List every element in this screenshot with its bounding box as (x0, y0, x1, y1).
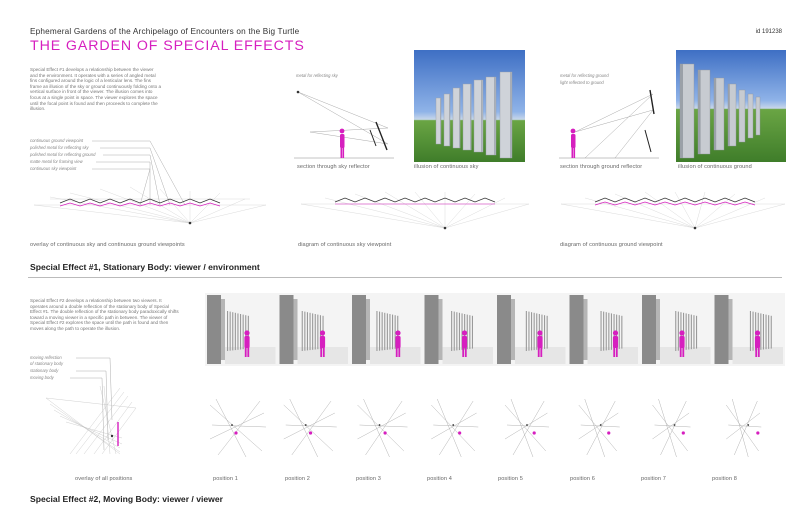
caption-diagram-sky: diagram of continuous sky viewpoint (298, 242, 392, 248)
caption-section-sky: section through sky reflector (297, 164, 370, 170)
label-continuous-sky-viewpoint: continuous sky viewpoint (30, 166, 77, 171)
section1-heading-bold: Special Effect #1, Stationary Body: (30, 262, 172, 272)
caption-section-ground: section through ground reflector (560, 164, 643, 170)
position-diagram-7 (653, 399, 691, 457)
overlay-positions-diagram (40, 382, 150, 462)
render-strip-frames (205, 293, 785, 366)
label-stationary-body: stationary body (30, 368, 59, 373)
render-frame-5 (497, 295, 566, 364)
position-diagram-8 (726, 399, 761, 457)
caption-position-7: position 7 (641, 476, 666, 482)
section2-heading (30, 494, 223, 504)
label-metal-reflecting-ground: metal for reflecting ground (560, 73, 609, 78)
position-diagram-2 (284, 399, 337, 457)
moving-body-render-strip (205, 293, 785, 366)
header-subtitle: Ephemeral Gardens of the Archipelago of Encounters on the Big Turtle (30, 27, 300, 36)
label-polished-metal-sky: polished metal for reflecting sky (30, 145, 89, 150)
section1-heading-rest: viewer / environment (174, 262, 260, 272)
caption-overlay-positions: overlay of all positions (75, 476, 133, 482)
render-frame-4 (425, 295, 494, 364)
render-frame-6 (570, 295, 639, 364)
position-diagram-3 (358, 399, 408, 457)
label-metal-reflecting-sky: metal for reflecting sky (296, 73, 338, 78)
render-frame-3 (352, 295, 421, 364)
position-diagrams (200, 393, 790, 463)
position-diagram-4 (431, 399, 478, 457)
section2-heading-bold: Special Effect #2, Moving Body: (30, 494, 160, 504)
caption-position-8: position 8 (712, 476, 737, 482)
label-continuous-ground-viewpoint: continuous ground viewpoint (30, 138, 84, 143)
label-of-stationary-body: of stationary body (30, 361, 64, 366)
caption-position-6: position 6 (570, 476, 595, 482)
label-moving-reflection: moving reflection (30, 355, 62, 360)
render-frame-7 (642, 295, 711, 364)
label-moving-body: moving body (30, 375, 54, 380)
caption-position-2: position 2 (285, 476, 310, 482)
position-diagram-6 (579, 399, 620, 457)
position-diagram-5 (505, 399, 549, 457)
caption-diagram-ground: diagram of continuous ground viewpoint (560, 242, 663, 248)
position-diagram-1 (210, 399, 266, 457)
caption-position-4: position 4 (427, 476, 452, 482)
header-id: id 191238 (755, 29, 782, 35)
label-light-reflected: light reflected to ground (560, 80, 604, 85)
render-frame-1 (207, 295, 276, 364)
caption-position-1: position 1 (213, 476, 238, 482)
caption-position-5: position 5 (498, 476, 523, 482)
section2-description: Special Effect #2 develops a relationship between two viewers. It operates around a double reflection of the stationary body of Special Effect #1. The double reflection of the stationary body paradoxically shifts toward a moving viewer in a specific path in between. The viewer of Special Effect #2 explores the space until the path is found and then moves along the path to operate the illusion. (30, 298, 179, 331)
caption-illusion-ground: illusion of continuous ground (678, 164, 752, 170)
label-polished-metal-ground: polished metal for reflecting ground (30, 152, 96, 157)
caption-position-3: position 3 (356, 476, 381, 482)
caption-overlay: overlay of continuous sky and continuous ground viewpoints (30, 242, 185, 248)
caption-illusion-sky: illusion of continuous sky (414, 164, 479, 170)
label-matte-metal: matte metal for framing view (30, 159, 83, 164)
render-frame-8 (715, 295, 784, 364)
render-frame-2 (280, 295, 349, 364)
section2-heading-rest: viewer / viewer (162, 494, 223, 504)
page-title: THE GARDEN OF SPECIAL EFFECTS (30, 38, 305, 54)
section1-description: Special Effect #1 develops a relationship between the viewer and the environment. It operates with a series of angled metal fins configured around the logic of a lenticular lens. The fins frame an illusion of the sky or ground continuously folding onto a vertical surface in front of the viewer. The illusion comes into focus at a single point in space. The viewer explores the space until the focal point is found and then proceeds to complete the illusion. (30, 67, 162, 112)
